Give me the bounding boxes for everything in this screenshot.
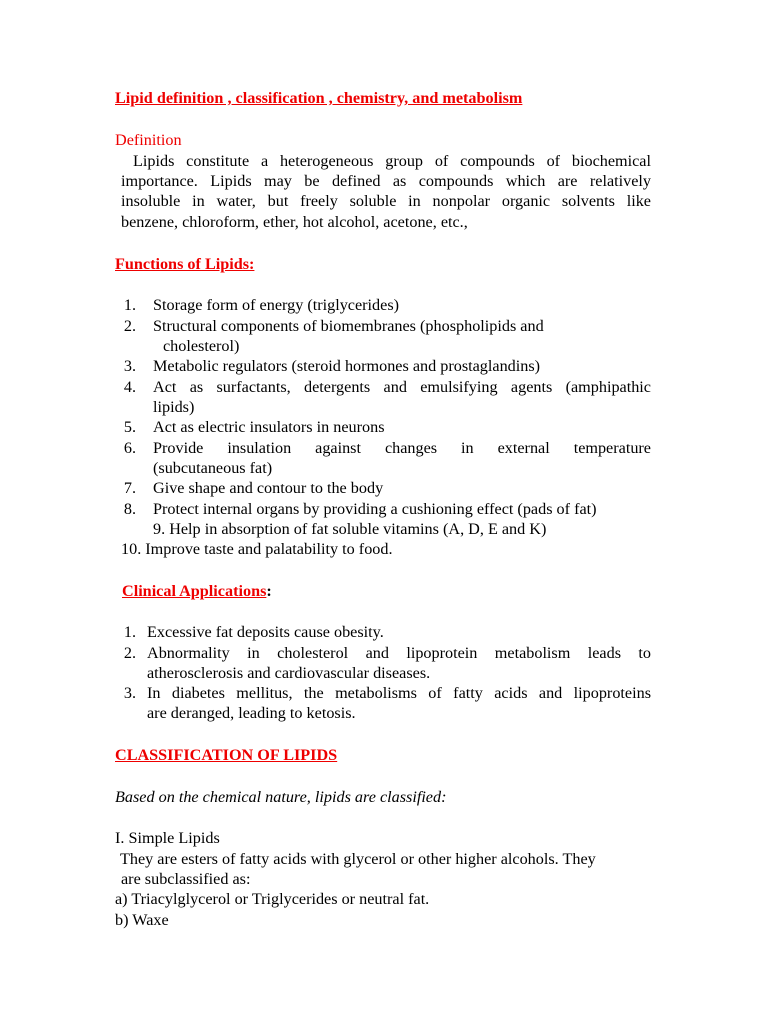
list-item-line: Act as surfactants, detergents and emulsifying agents (amphipathic [153,378,651,396]
list-item-line: Provide insulation against changes in external temperature [153,439,651,457]
clinical-heading-text: Clinical Applications [122,582,267,600]
list-item: Structural components of biomembranes (phospholipids and [153,317,544,335]
list-item: Metabolic regulators (steroid hormones and prostaglandins) [153,357,541,375]
list-item [147,643,651,683]
list-number: 2. [123,644,136,662]
list-item [153,377,651,417]
definition-line: importance. Lipids may be defined as compounds which are relatively [121,172,651,191]
definition-paragraph [121,151,651,232]
list-number: 3. [123,684,136,702]
list-item-line: Abnormality in cholesterol and lipoprotein metabolism leads to [147,644,651,662]
simple-lipids-heading: I. Simple Lipids [115,829,220,847]
simple-lipids-subtype: b) Waxe [115,911,169,929]
list-number: 6. [123,439,136,457]
list-number: 5. [123,418,136,436]
list-number: 2. [123,317,136,335]
list-item-line: (subcutaneous fat) [153,459,273,478]
definition-line: insoluble in water, but freely soluble in nonpolar organic solvents like [121,192,651,211]
simple-lipids-subtype: a) Triacylglycerol or Triglycerides or neutral fat. [115,890,430,908]
clinical-heading [122,581,272,601]
document-title: Lipid definition , classification , chemistry, and metabolism [115,89,523,107]
list-item: Excessive fat deposits cause obesity. [147,623,384,641]
functions-heading: Functions of Lipids: [115,255,255,273]
list-number: 4. [123,378,136,396]
list-item-line: are deranged, leading to ketosis. [147,704,356,723]
list-item [153,438,651,478]
definition-line: Lipids constitute a heterogeneous group of compounds of biochemical [133,152,651,170]
list-number: 3. [123,357,136,375]
list-item: Act as electric insulators in neurons [153,418,385,436]
simple-lipids-text: are subclassified as: [121,870,251,888]
definition-heading: Definition [115,131,182,149]
list-number: 1. [123,296,136,314]
list-item: 9. Help in absorption of fat soluble vitamins (A, D, E and K) [153,520,547,538]
list-item: Storage form of energy (triglycerides) [153,296,400,314]
list-item-continuation: cholesterol) [163,337,240,355]
list-item [147,683,651,723]
list-item-line: lipids) [153,398,195,417]
list-number: 7. [123,479,136,497]
list-item: Give shape and contour to the body [153,479,384,497]
classification-heading: CLASSIFICATION OF LIPIDS [115,746,338,764]
list-number: 8. [123,500,136,518]
clinical-heading-colon: : [266,582,272,600]
list-item-line: In diabetes mellitus, the metabolisms of fatty acids and lipoproteins [147,684,651,702]
list-item: 10. Improve taste and palatability to food. [121,540,393,558]
list-item-line: atherosclerosis and cardiovascular diseases. [147,664,431,683]
simple-lipids-text: They are esters of fatty acids with glycerol or other higher alcohols. They [120,850,596,868]
list-item: Protect internal organs by providing a cushioning effect (pads of fat) [153,500,597,518]
list-number: 1. [123,623,136,641]
definition-line: benzene, chloroform, ether, hot alcohol, acetone, etc., [121,212,468,231]
classification-intro: Based on the chemical nature, lipids are classified: [115,788,447,806]
